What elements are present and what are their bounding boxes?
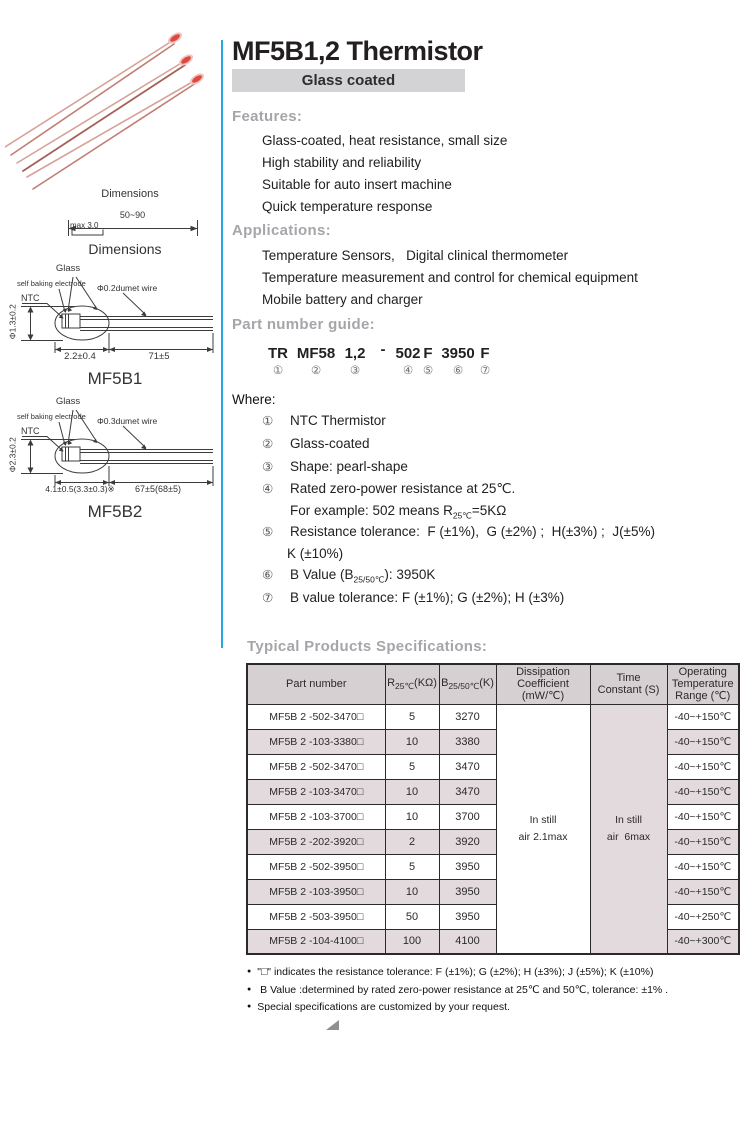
mf5b2-diameter-dim: Φ2.3±0.2: [7, 437, 18, 473]
circled-5: ⑤: [262, 525, 274, 539]
spec-table-header-row: [247, 664, 739, 704]
where-item: Shape: pearl-shape: [290, 459, 408, 474]
application-item: Mobile battery and charger: [262, 292, 423, 307]
circled-5: ⑤: [422, 365, 434, 377]
bullet-icon: ●: [247, 986, 252, 993]
dimensions-heading: Dimensions: [88, 241, 162, 257]
mf5b2-diagram: [5, 395, 225, 499]
circled-4: ④: [402, 365, 414, 377]
mf5b1-electrode-label: self baking electrode: [17, 279, 86, 288]
thermistor-product-photo: [5, 15, 215, 195]
mf5b1-body-dim: 2.2±0.4: [64, 351, 96, 362]
bullet-icon: ●: [247, 1003, 252, 1010]
part-segment-resistance: 502 ④: [391, 347, 425, 377]
circled-6: ⑥: [262, 568, 274, 582]
thermistor-bead: [177, 52, 195, 68]
mf5b2-wire-label: Φ0.3dumet wire: [97, 416, 158, 426]
time-constant-cell: In still air 6max: [590, 704, 667, 954]
features-heading: Features:: [232, 108, 303, 125]
col-time-constant: Time Constant (S): [590, 664, 667, 704]
where-item: B value tolerance: F (±1%); G (±2%); H (±3%): [290, 590, 565, 605]
table-row: MF5B 2 -503-3950□ 50 3950 -40~+250℃: [247, 904, 739, 929]
part-segment-shape: 1,2 ③: [337, 347, 373, 377]
circled-7: ⑦: [262, 591, 274, 605]
feature-item: Glass-coated, heat resistance, small size: [262, 133, 508, 148]
circled-6: ⑥: [452, 365, 464, 377]
bullet-icon: ●: [247, 968, 252, 975]
table-row: MF5B 2 -103-3700□ 10 3700 -40~+150℃: [247, 804, 739, 829]
table-row: MF5B 2 -502-3950□ 5 3950 -40~+150℃: [247, 854, 739, 879]
feature-item: High stability and reliability: [262, 155, 422, 170]
mf5b1-diagram: [5, 262, 225, 366]
table-row: MF5B 2 -103-3380□ 10 3380 -40~+150℃: [247, 729, 739, 754]
where-item: Rated zero-power resistance at 25℃.: [290, 481, 516, 496]
footnote: ● B Value :determined by rated zero-power resistance at 25℃ and 50℃, tolerance: ±1% .: [247, 984, 669, 996]
mf5b1-ntc-label: NTC: [21, 293, 40, 303]
table-row: MF5B 2 -103-3470□ 10 3470 -40~+150℃: [247, 779, 739, 804]
where-item-example: For example: 502 means $R_{25℃}=5K\Omega$: [290, 503, 507, 521]
where-item: NTC Thermistor: [290, 413, 386, 428]
part-segment-bvalue: 3950 ⑥: [436, 347, 480, 377]
circled-1: ①: [272, 365, 284, 377]
mf5b2-ntc-label: NTC: [21, 426, 40, 436]
footnote: ● "□" indicates the resistance tolerance: F (±1%); G (±2%); H (±3%); J (±5%); K (±10%): [247, 966, 654, 978]
feature-item: Quick temperature response: [262, 199, 433, 214]
col-r25: $R_{25℃}(K\Omega)$: [385, 664, 439, 704]
page-title: MF5B1,2 Thermistor: [232, 36, 483, 66]
part-number-guide-heading: Part number guide:: [232, 316, 375, 333]
part-segment-dash: -: [380, 341, 386, 358]
footnote: ● Special specifications are customized by your request.: [247, 1001, 510, 1013]
applications-heading: Applications:: [232, 222, 331, 239]
mf5b2-glass-label: Glass: [55, 396, 81, 407]
mf5b2-caption: MF5B2: [87, 502, 143, 521]
part-segment-btolerance: F ⑦: [477, 347, 493, 377]
circled-3: ③: [349, 365, 361, 377]
circled-2: ②: [262, 437, 274, 451]
part-segment-series: MF58 ②: [294, 347, 338, 377]
where-heading: Where:: [232, 392, 276, 407]
mf5b1-glass-label: Glass: [55, 263, 81, 274]
col-operating-temp: Operating Temperature Range (℃): [667, 664, 739, 704]
circled-2: ②: [310, 365, 322, 377]
vertical-divider: [221, 40, 223, 648]
where-item: Resistance tolerance: F (±1%), G (±2%) ; H(±3%) ; J(±5%): [290, 524, 655, 539]
triangle-artifact: [326, 1020, 339, 1030]
col-bvalue: $B_{25/50℃}(K)$: [439, 664, 496, 704]
part-segment-prefix: TR ①: [262, 347, 294, 377]
table-row: MF5B 2 -103-3950□ 10 3950 -40~+150℃: [247, 879, 739, 904]
subtitle-banner: Glass coated: [232, 69, 465, 92]
application-item: Temperature measurement and control for chemical equipment: [262, 270, 638, 285]
mf5b1-wire-label: Φ0.2dumet wire: [97, 283, 158, 293]
application-item: Temperature Sensors, Digital clinical thermometer: [262, 248, 569, 263]
mf5b1-lead-dim: 71±5: [148, 351, 170, 362]
table-row: MF5B 2 -104-4100□ 100 4100 -40~+300℃: [247, 929, 739, 954]
where-item: B Value $(B_{25/50℃})$: 3950K: [290, 567, 436, 585]
circled-3: ③: [262, 460, 274, 474]
overall-max-dim: max 3.0: [70, 221, 99, 230]
mf5b2-electrode-label: self baking electrode: [17, 412, 86, 421]
where-item: Glass-coated: [290, 436, 370, 451]
table-row: MF5B 2 -502-3470□ 5 3270 In still air 2.1max In still air 6max -40~+150℃: [247, 704, 739, 729]
thermistor-bead: [188, 71, 206, 87]
circled-7: ⑦: [479, 365, 491, 377]
col-dissipation: Dissipation Coefficient (mW/℃): [496, 664, 590, 704]
part-segment-tolerance: F ⑤: [420, 347, 436, 377]
mf5b2-body-dim: 4.1±0.5(3.3±0.3)※: [45, 484, 115, 494]
mf5b2-lead-dim: 67±5(68±5): [135, 484, 181, 494]
col-part-number: Part number: [247, 664, 385, 704]
photo-caption: Dimensions: [101, 188, 159, 200]
circled-4: ④: [262, 482, 274, 496]
spec-table-heading: Typical Products Specifications:: [247, 638, 488, 655]
table-row: MF5B 2 -502-3470□ 5 3470 -40~+150℃: [247, 754, 739, 779]
table-row: MF5B 2 -202-3920□ 2 3920 -40~+150℃: [247, 829, 739, 854]
circled-1: ①: [262, 414, 274, 428]
mf5b1-diameter-dim: Φ1.3±0.2: [7, 304, 18, 340]
where-item-cont: K (±10%): [287, 546, 344, 561]
spec-table: [246, 663, 740, 955]
overall-length-dim: 50~90: [119, 210, 146, 220]
mf5b1-caption: MF5B1: [87, 369, 143, 388]
dissipation-cell: In still air 2.1max: [496, 704, 590, 954]
feature-item: Suitable for auto insert machine: [262, 177, 452, 192]
